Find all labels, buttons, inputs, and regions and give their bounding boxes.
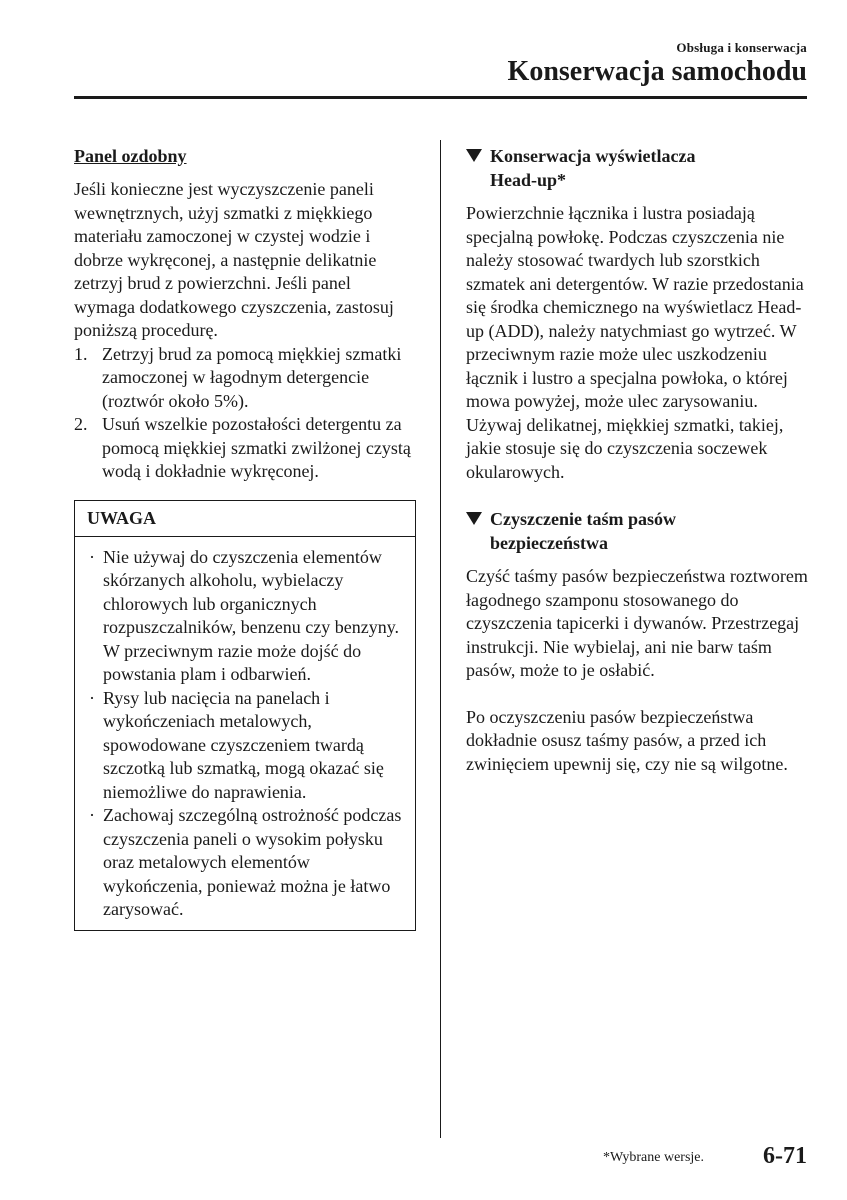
seatbelt-paragraph-1: Czyść taśmy pasów bezpieczeństwa roztworem łagodnego szamponu stosowanego do czyszczenia tapicerki i dywanów. Przestrzegaj instrukcji. Nie wybielaj, ani nie barw taśm pasów, może to je osłabić. — [466, 566, 808, 680]
seatbelt-heading-line2: bezpieczeństwa — [490, 533, 608, 553]
seatbelt-heading-line1: Czyszczenie taśm pasów — [490, 509, 676, 529]
footer-note: *Wybrane wersje. — [603, 1150, 705, 1165]
hud-heading-line2: Head-up* — [490, 170, 567, 190]
cleaning-steps-list — [74, 343, 416, 484]
warning-item — [89, 804, 405, 922]
warning-body — [75, 537, 415, 930]
warning-item-text: Zachowaj szczególną ostrożność podczas czyszczenia paneli o wysokim połysku oraz metalowych elementów wykończenia, ponieważ można je łatwo zarysować. — [103, 805, 402, 919]
step-text: Zetrzyj brud za pomocą miękkiej szmatki zamoczonej w łagodnym detergencie (roztwór około 5%). — [102, 343, 402, 411]
bullet-icon: · — [89, 805, 95, 825]
step-item — [74, 343, 416, 414]
bullet-icon: · — [89, 546, 95, 567]
step-number: 2. — [74, 414, 88, 434]
warning-item — [89, 546, 405, 687]
right-column — [466, 144, 812, 776]
triangle-down-icon — [466, 149, 482, 162]
left-column — [74, 144, 416, 931]
header-section-label: Obsługa i konserwacja — [676, 40, 807, 55]
section-spacer — [466, 484, 812, 507]
panel-intro-paragraph: Jeśli konieczne jest wyczyszczenie paneli wewnętrznych, użyj szmatki z miękkiego materiału zamoczonej w czystej wodzie i dobrze wykręconej, a następnie delikatnie zetrzyj brud z powierzchni. Jeśli panel wymaga dodatkowego czyszczenia, zastosuj poniższą procedurę. — [74, 179, 394, 340]
hud-section-heading — [466, 144, 812, 192]
header-divider — [74, 96, 807, 99]
step-item — [74, 413, 416, 484]
warning-box — [74, 500, 416, 931]
triangle-down-icon — [466, 512, 482, 525]
warning-item-text: Nie używaj do czyszczenia elementów skórzanych alkoholu, wybielaczy chlorowych lub organicznych rozpuszczalników, benzenu czy benzyny. W przeciwnym razie może dojść do powstania plam i odbarwień. — [103, 546, 400, 684]
hud-paragraph: Powierzchnie łącznika i lustra posiadają specjalną powłokę. Podczas czyszczenia nie należy stosować twardych lub szorstkich szmatek ani detergentów. W razie przedostania się środka chemicznego na wyświetlacz Head-up (ADD), należy natychmiast go wytrzeć. W przeciwnym razie może ulec uszkodzeniu łącznik i lustro a specjalna powłoka, o której mowa powyżej, może ulec zarysowaniu. Używaj delikatnej, miękkiej szmatki, takiej, jakie stosuje się do czyszczenia soczewek okularowych. — [466, 203, 804, 482]
seatbelt-paragraph-2: Po oczyszczeniu pasów bezpieczeństwa dokładnie osusz taśmy pasów, a przed ich zwinięciem upewnij się, czy nie są wilgotne. — [466, 706, 788, 774]
warning-item-text: Rysy lub nacięcia na panelach i wykończeniach metalowych, spowodowane czyszczeniem twardą szczotką lub szmatką, mogą okazać się niemożliwe do naprawienia. — [103, 687, 384, 802]
page-title: Konserwacja samochodu — [507, 56, 807, 87]
page-number: 6-71 — [763, 1143, 807, 1169]
seatbelt-section-heading — [466, 507, 812, 555]
warning-title: UWAGA — [75, 501, 415, 537]
column-divider — [440, 140, 441, 1138]
step-text: Usuń wszelkie pozostałości detergentu za pomocą miękkiej szmatki zwilżonej czystą wodą i dokładnie wykręconej. — [102, 414, 411, 481]
hud-heading-line1: Konserwacja wyświetlacza — [490, 146, 696, 166]
bullet-icon: · — [89, 687, 95, 708]
warning-item — [89, 687, 405, 805]
panel-heading: Panel ozdobny — [74, 146, 187, 166]
paragraph-spacer — [466, 683, 812, 706]
step-number: 1. — [74, 343, 88, 364]
